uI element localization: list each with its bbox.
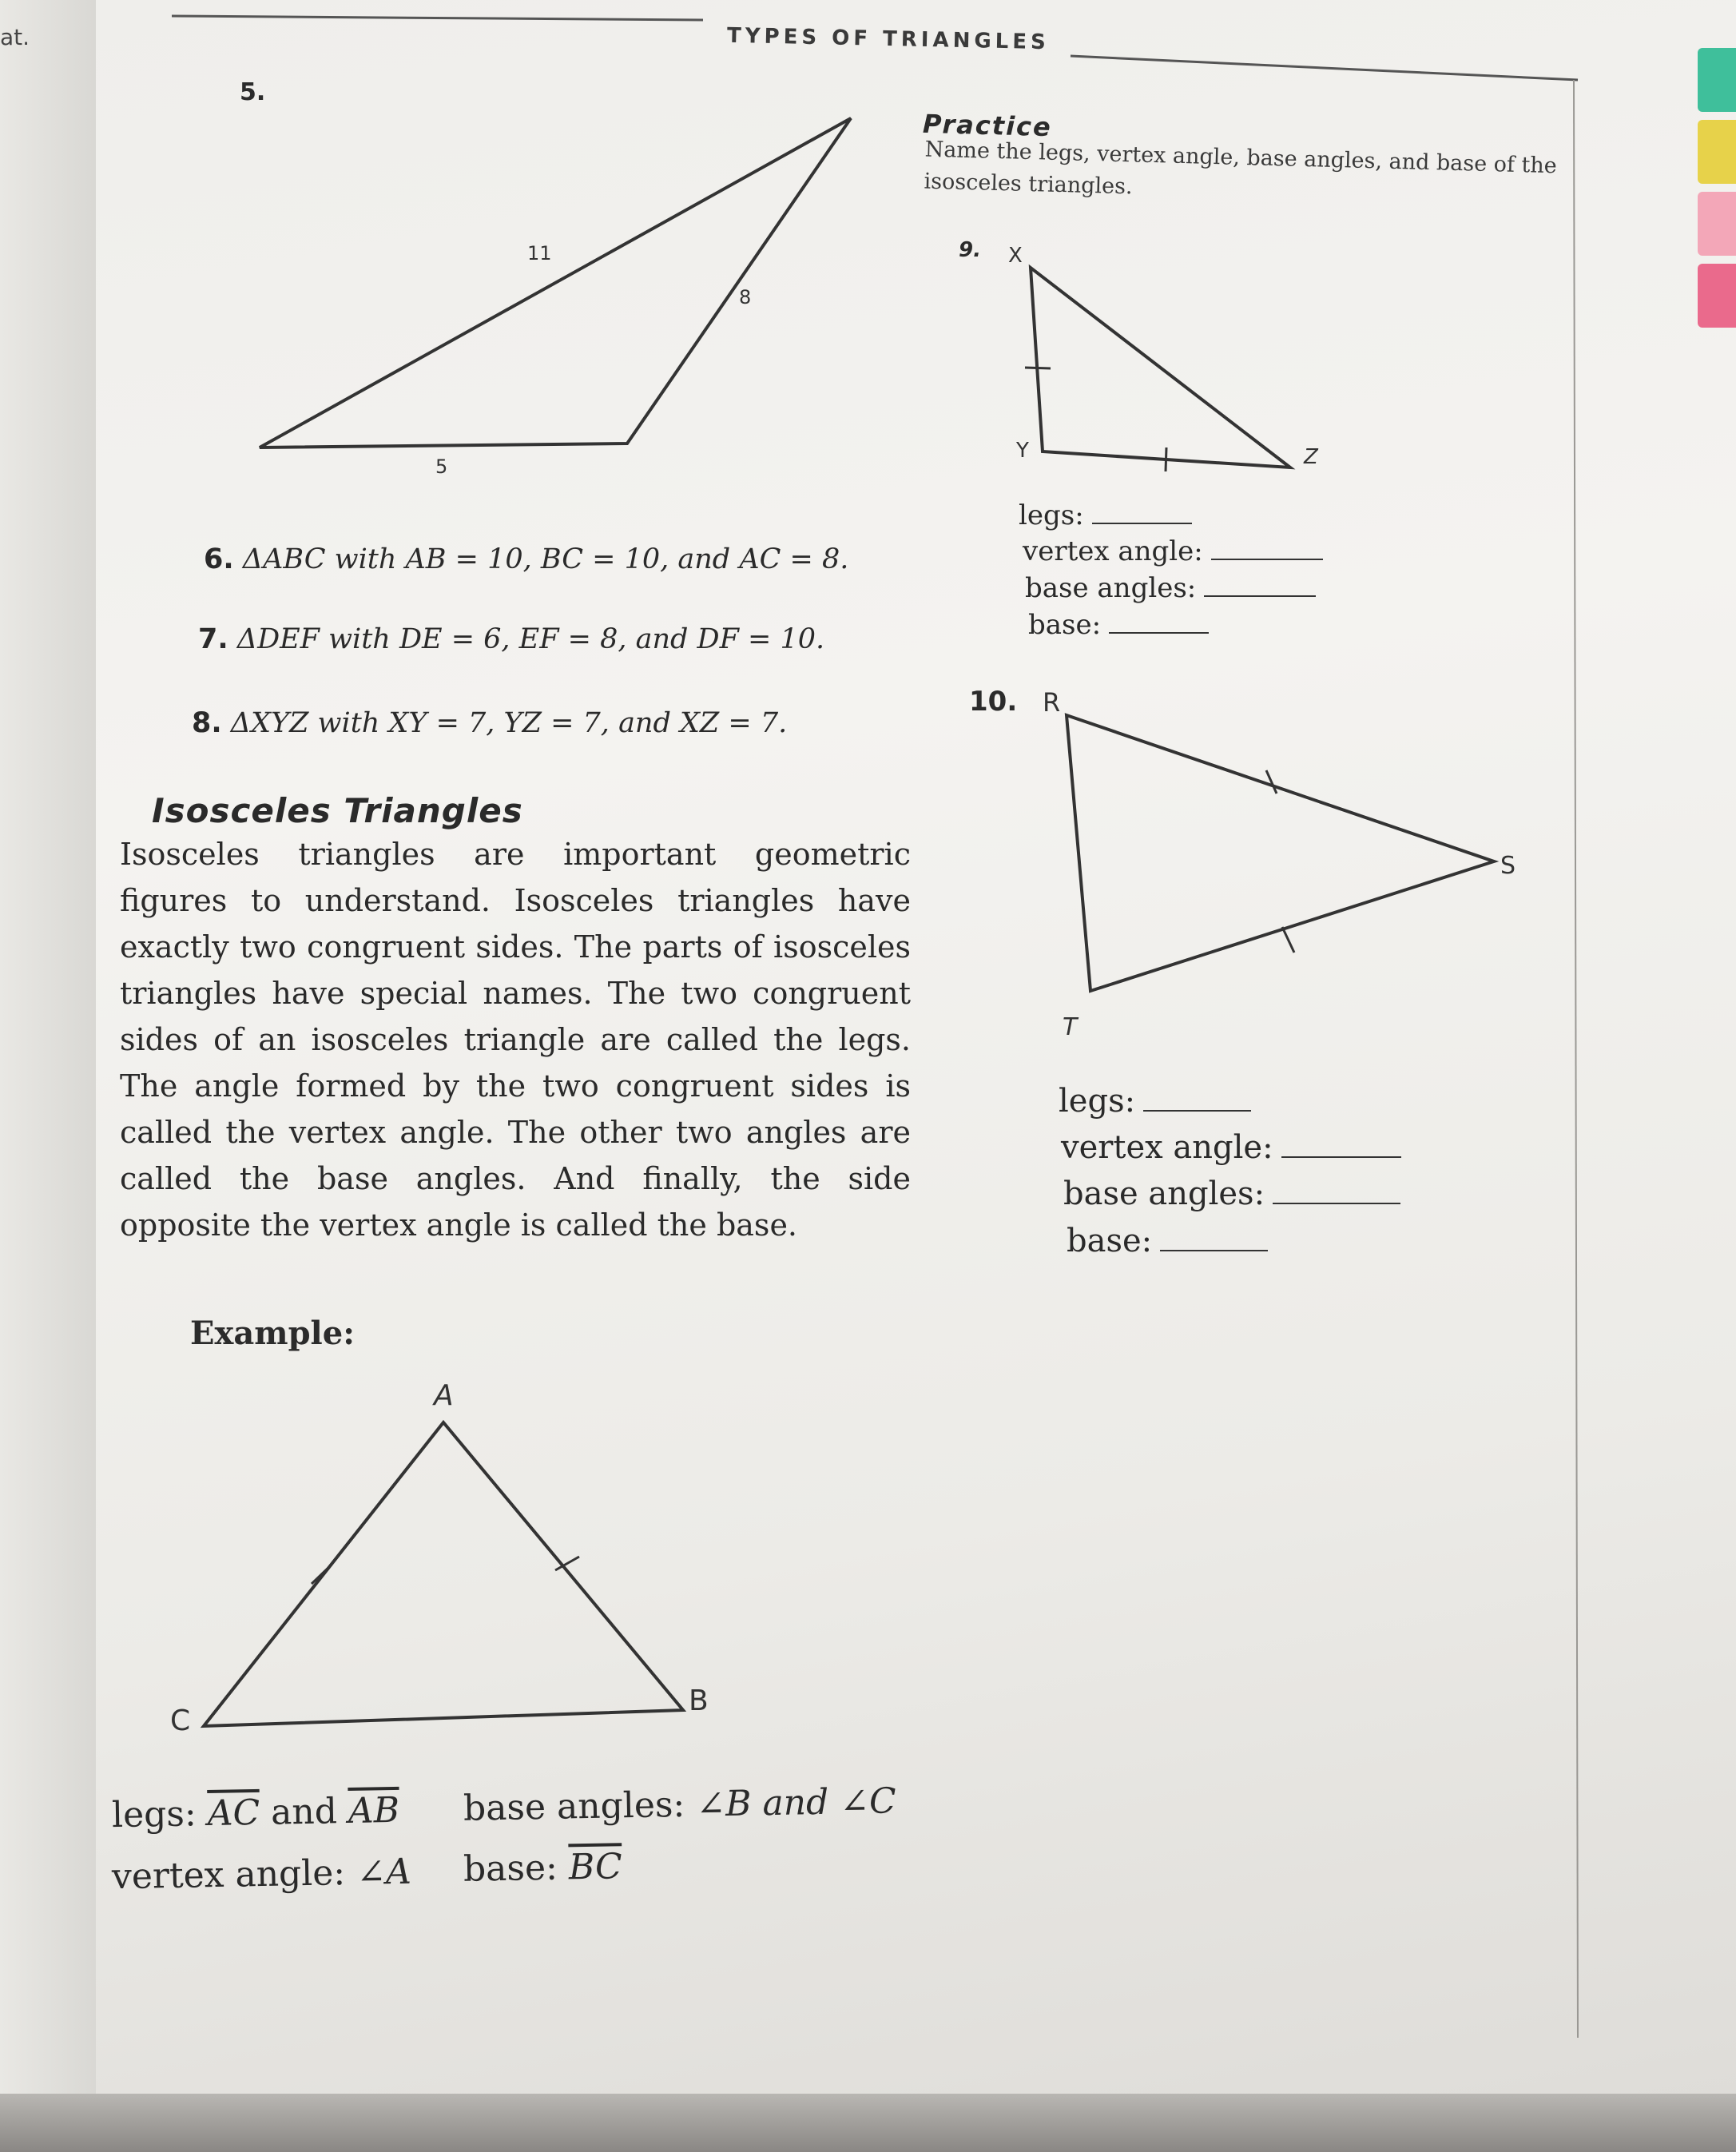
problem-9-base-label: base:: [1028, 609, 1102, 641]
problem-9-vertex-z: Z: [1304, 445, 1318, 469]
page-header: TYPES OF TRIANGLES: [726, 23, 1051, 55]
problem-9-base-angles-label: base angles:: [1025, 572, 1197, 604]
problem-10-legs-label: legs:: [1059, 1083, 1136, 1120]
practice-instructions: Name the legs, vertex angle, base angles, and base of the isosceles triangles.: [924, 137, 1558, 200]
example-vertex-angle-label: vertex angle:: [111, 1852, 346, 1898]
practice-title: Practice: [922, 108, 1053, 143]
problem-9-vertex-angle-label: vertex angle:: [1023, 535, 1203, 567]
problem-9-vertex-y: Y: [1016, 439, 1029, 463]
problem-5-number: 5.: [240, 78, 266, 106]
example-base-label: base:: [463, 1847, 558, 1890]
problem-10-base-blank[interactable]: [1160, 1249, 1268, 1251]
example-vertex-angle-value: ∠A: [356, 1851, 412, 1893]
example-base-angles-label: base angles:: [463, 1784, 685, 1829]
problem-10-base: [1067, 1223, 1268, 1259]
problem-10-vertex-angle-label: vertex angle:: [1061, 1129, 1273, 1166]
section-title: Isosceles Triangles: [152, 791, 523, 830]
example-legs-and: and: [270, 1791, 338, 1833]
problem-6-text: ΔABC with AB = 10, BC = 10, and AC = 8.: [242, 543, 849, 575]
problem-10-legs-blank[interactable]: [1143, 1109, 1251, 1112]
problem-6-number: 6.: [204, 543, 234, 575]
problem-10-base-angles-blank[interactable]: [1273, 1202, 1400, 1204]
example-vertex-c: C: [170, 1704, 191, 1737]
facing-page-text: at.: [0, 24, 30, 50]
example-vertex-b: B: [689, 1685, 709, 1717]
problem-5-side-top: 11: [527, 242, 552, 265]
example-legs-seg1: $\overline{AC}$: [207, 1792, 260, 1835]
problem-8-text: ΔXYZ with XY = 7, YZ = 7, and XZ = 7.: [230, 707, 788, 739]
example-label: Example:: [190, 1315, 355, 1352]
example-legs-label: legs:: [111, 1793, 197, 1836]
problem-10-vertex-angle: [1061, 1129, 1401, 1166]
problem-9-vertex-x: X: [1008, 244, 1023, 268]
section-paragraph-text: Isosceles triangles are important geometric figures to understand. Isosceles triangles have exactly two congruent sides. The parts of isosceles triangles have special names. The two congruent sides of an isosceles triangle are called the legs. The angle formed by the two congruent sides is called the vertex angle. The other two angles are called the base angles. And finally, the side opposite the vertex angle is called the base.: [120, 837, 911, 1243]
problem-8-number: 8.: [192, 707, 222, 739]
problem-10-vertex-r: R: [1043, 687, 1061, 718]
example-vertex-a: A: [434, 1379, 454, 1412]
problem-10-number: 10.: [969, 686, 1018, 718]
example-base-value: $\overline{BC}$: [568, 1846, 623, 1888]
example-legs-seg2: $\overline{AB}$: [348, 1789, 400, 1832]
problem-9-number: 9.: [959, 238, 981, 262]
problem-7-text: ΔDEF with DE = 6, EF = 8, and DF = 10.: [236, 623, 825, 655]
problem-10-base-label: base:: [1067, 1223, 1153, 1259]
problem-10-vertex-s: S: [1500, 852, 1516, 880]
problem-5-side-right: 8: [739, 286, 752, 308]
problem-9-legs-label: legs:: [1019, 499, 1084, 531]
example-base-angles-value: ∠B and ∠C: [695, 1780, 897, 1825]
problem-10-base-angles-label: base angles:: [1063, 1175, 1265, 1212]
problem-5-side-bottom: 5: [435, 455, 448, 478]
problem-10-legs: [1059, 1083, 1251, 1120]
problem-10-base-angles: [1063, 1175, 1400, 1212]
problem-10-vertex-angle-blank[interactable]: [1281, 1156, 1401, 1158]
problem-10-vertex-t: T: [1063, 1013, 1078, 1041]
problem-7-number: 7.: [198, 623, 228, 655]
